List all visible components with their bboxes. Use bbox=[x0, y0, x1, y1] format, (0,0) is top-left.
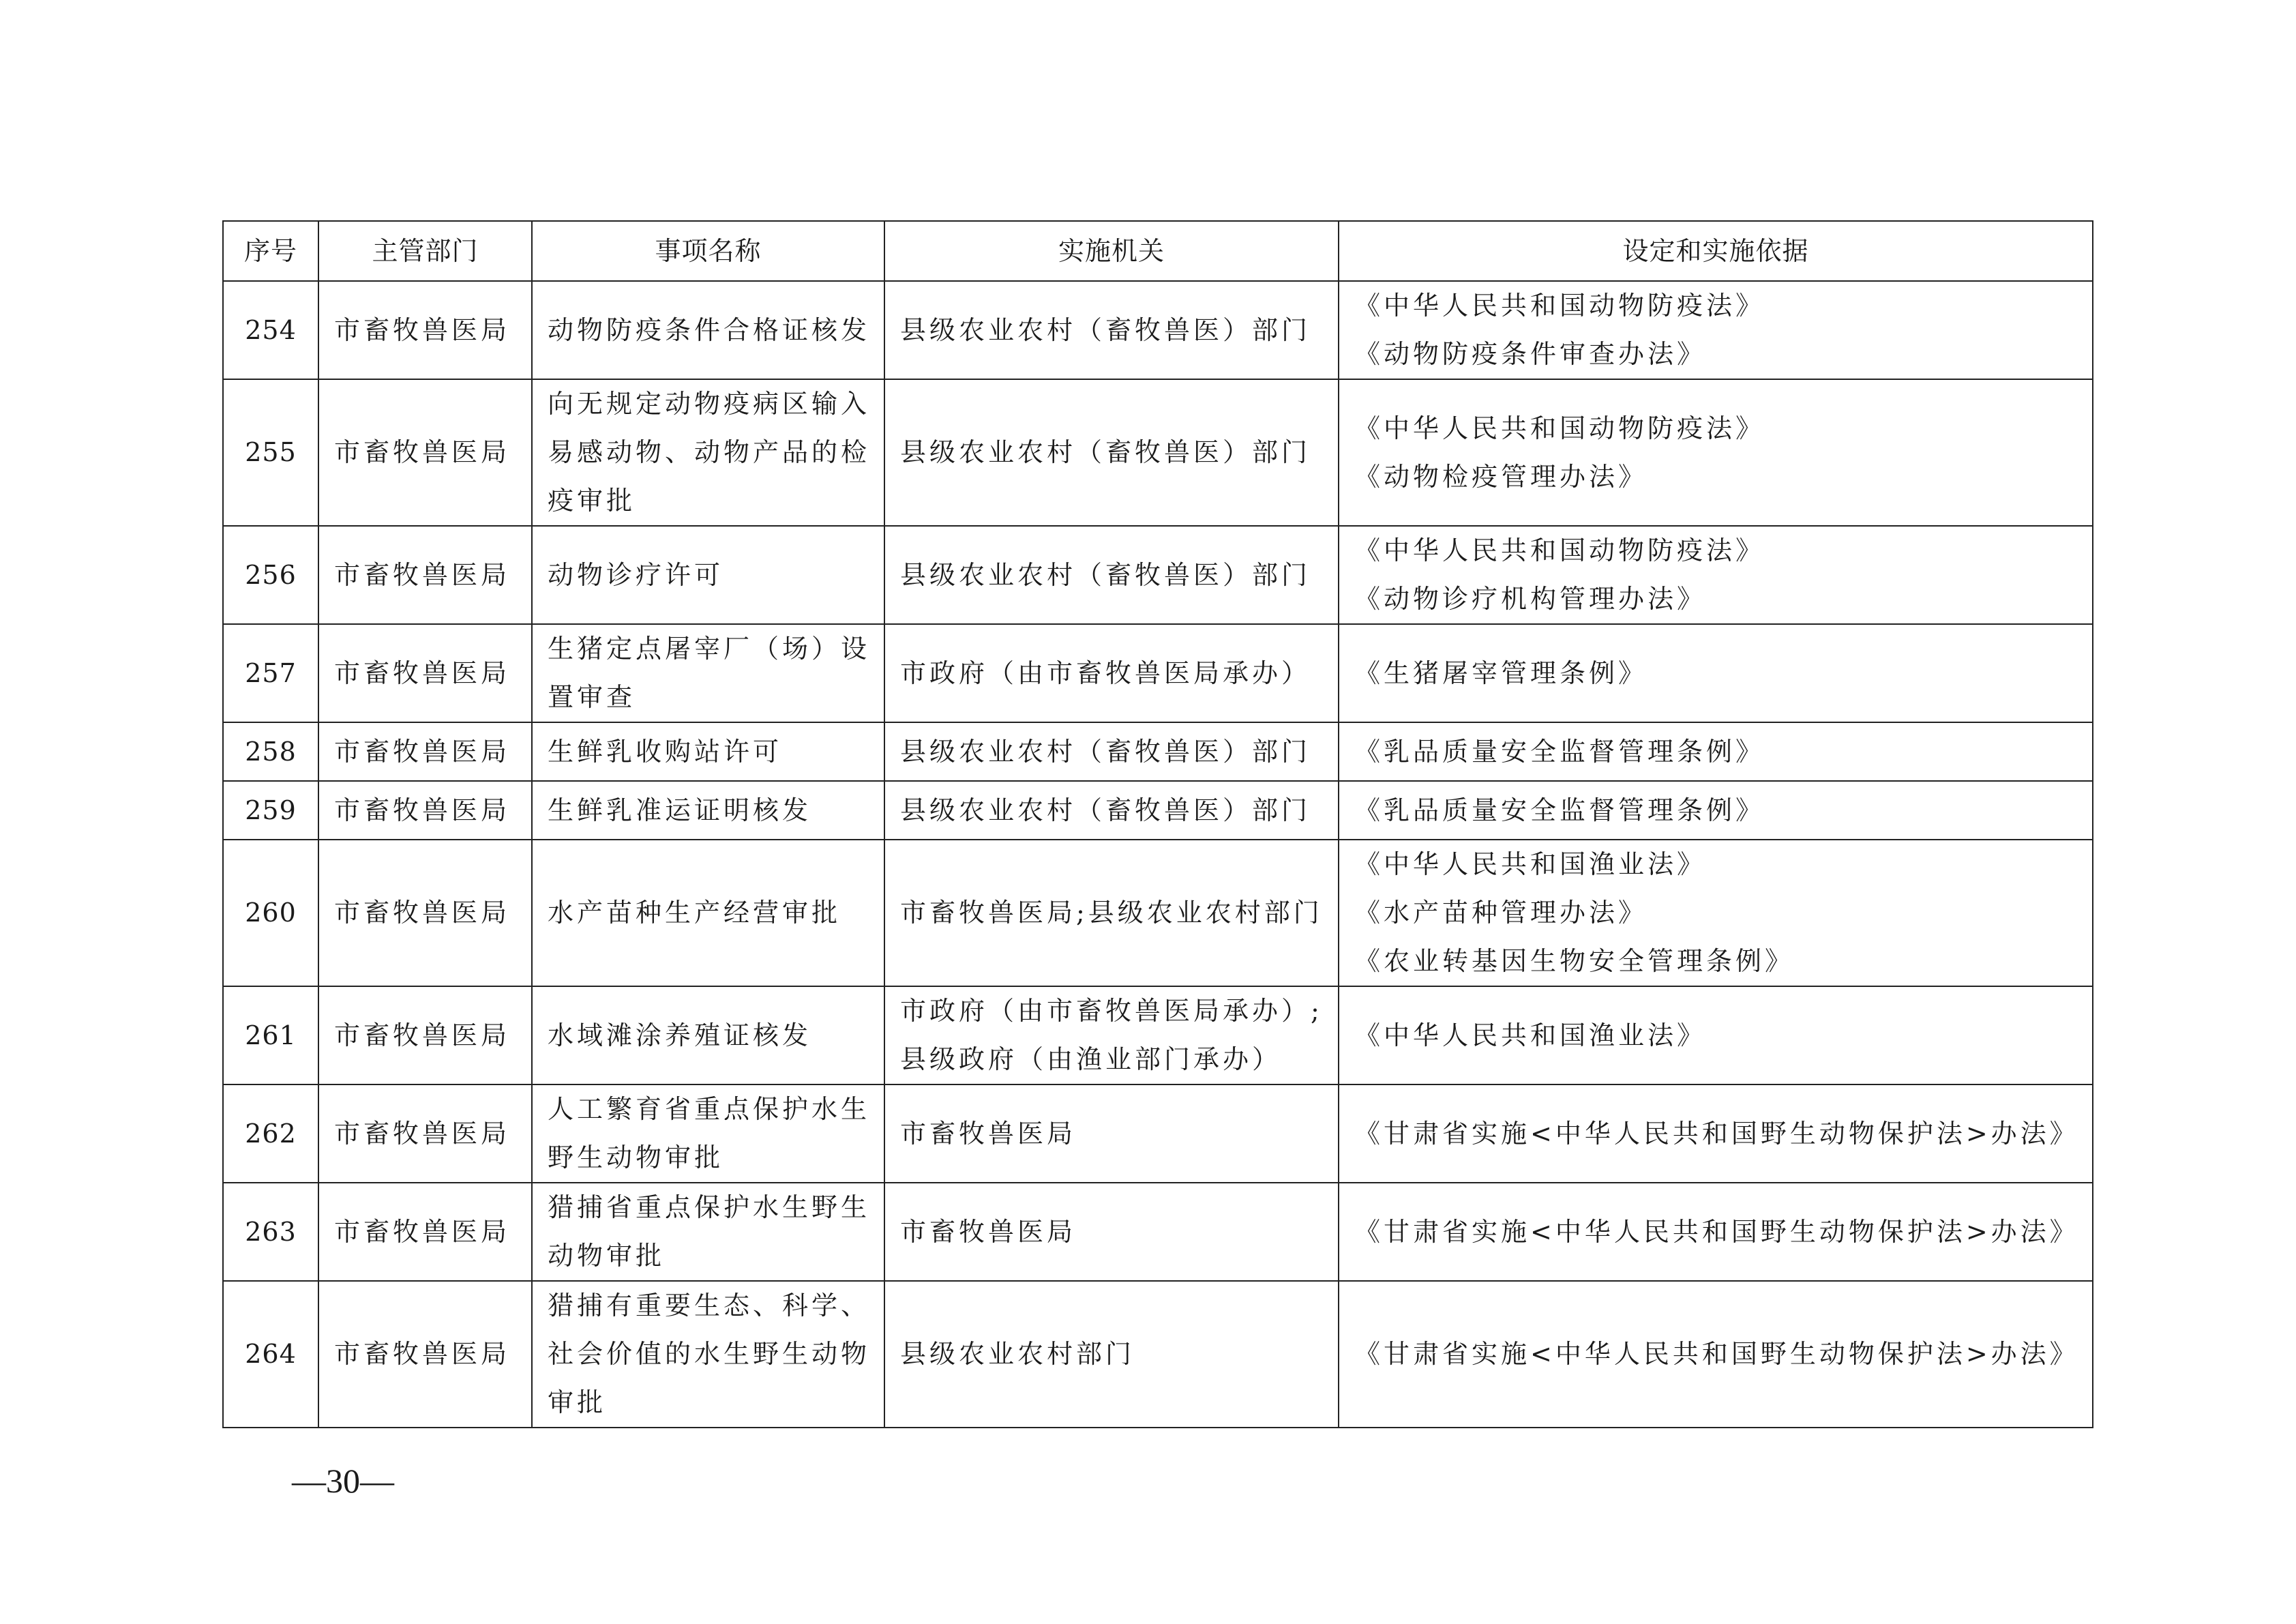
cell-item-line: 猎捕有重要生态、科学、 bbox=[548, 1290, 871, 1320]
cell-item-line: 疫审批 bbox=[548, 486, 636, 516]
cell-item-line: 动物诊疗许可 bbox=[548, 559, 724, 590]
cell-agency-line: 县级农业农村（畜牧兽医）部门 bbox=[900, 437, 1311, 467]
cell-dept: 市畜牧兽医局 bbox=[318, 526, 532, 624]
table-row bbox=[223, 624, 2093, 722]
cell-agency bbox=[884, 1281, 1339, 1428]
cell-item-line: 审批 bbox=[548, 1387, 607, 1417]
cell-basis-line: 《甘肃省实施<中华人民共和国野生动物保护法>办法》 bbox=[1354, 1118, 2079, 1149]
cell-no: 260 bbox=[223, 840, 318, 986]
table-row bbox=[223, 1281, 2093, 1428]
cell-agency-line: 市政府（由市畜牧兽医局承办）; bbox=[900, 996, 1323, 1026]
cell-no: 264 bbox=[223, 1281, 318, 1428]
cell-item-line: 向无规定动物疫病区输入 bbox=[548, 389, 871, 419]
cell-basis-line: 《农业转基因生物安全管理条例》 bbox=[1354, 946, 1795, 976]
cell-basis-line: 《甘肃省实施<中华人民共和国野生动物保护法>办法》 bbox=[1354, 1339, 2079, 1369]
cell-no: 259 bbox=[223, 781, 318, 840]
cell-agency bbox=[884, 624, 1339, 722]
cell-item bbox=[532, 722, 884, 781]
cell-agency bbox=[884, 281, 1339, 379]
cell-dept: 市畜牧兽医局 bbox=[318, 986, 532, 1084]
cell-agency-line: 县级农业农村（畜牧兽医）部门 bbox=[900, 314, 1311, 345]
cell-agency bbox=[884, 986, 1339, 1084]
cell-dept: 市畜牧兽医局 bbox=[318, 379, 532, 526]
cell-basis bbox=[1339, 281, 2093, 379]
cell-no: 262 bbox=[223, 1084, 318, 1183]
cell-no: 258 bbox=[223, 722, 318, 781]
cell-basis-line: 《中华人民共和国渔业法》 bbox=[1354, 849, 1707, 879]
cell-basis-line: 《动物诊疗机构管理办法》 bbox=[1354, 584, 1707, 614]
cell-item-line: 生鲜乳准运证明核发 bbox=[548, 795, 812, 825]
cell-agency-line: 县级农业农村（畜牧兽医）部门 bbox=[900, 559, 1311, 590]
cell-basis-line: 《水产苗种管理办法》 bbox=[1354, 898, 1648, 928]
cell-agency-line: 市畜牧兽医局;县级农业农村部门 bbox=[900, 898, 1323, 928]
cell-basis-line: 《乳品质量安全监督管理条例》 bbox=[1354, 736, 1765, 767]
cell-item-line: 野生动物审批 bbox=[548, 1142, 724, 1172]
cell-agency bbox=[884, 526, 1339, 624]
cell-dept: 市畜牧兽医局 bbox=[318, 281, 532, 379]
table-row bbox=[223, 986, 2093, 1084]
header-agency: 实施机关 bbox=[884, 221, 1339, 281]
cell-agency-line: 市畜牧兽医局 bbox=[900, 1118, 1077, 1149]
cell-basis-line: 《中华人民共和国动物防疫法》 bbox=[1354, 413, 1765, 443]
table-row bbox=[223, 722, 2093, 781]
cell-no: 255 bbox=[223, 379, 318, 526]
cell-basis bbox=[1339, 986, 2093, 1084]
table-header-row bbox=[223, 221, 2093, 281]
cell-item-line: 生猪定点屠宰厂（场）设 bbox=[548, 634, 871, 664]
cell-item bbox=[532, 986, 884, 1084]
table-row bbox=[223, 840, 2093, 986]
cell-item-line: 人工繁育省重点保护水生 bbox=[548, 1094, 871, 1124]
cell-item-line: 水产苗种生产经营审批 bbox=[548, 898, 841, 928]
cell-dept: 市畜牧兽医局 bbox=[318, 781, 532, 840]
cell-basis-line: 《中华人民共和国渔业法》 bbox=[1354, 1020, 1707, 1050]
cell-agency bbox=[884, 840, 1339, 986]
cell-agency bbox=[884, 1183, 1339, 1281]
cell-no: 261 bbox=[223, 986, 318, 1084]
cell-agency-line: 县级政府（由渔业部门承办） bbox=[900, 1044, 1282, 1074]
cell-no: 257 bbox=[223, 624, 318, 722]
cell-agency bbox=[884, 781, 1339, 840]
header-dept: 主管部门 bbox=[318, 221, 532, 281]
cell-item-line: 猎捕省重点保护水生野生 bbox=[548, 1192, 871, 1222]
cell-item bbox=[532, 624, 884, 722]
cell-basis bbox=[1339, 1281, 2093, 1428]
cell-item-line: 生鲜乳收购站许可 bbox=[548, 736, 783, 767]
cell-basis bbox=[1339, 379, 2093, 526]
cell-no: 254 bbox=[223, 281, 318, 379]
cell-item-line: 置审查 bbox=[548, 682, 636, 712]
cell-item bbox=[532, 1183, 884, 1281]
items-table bbox=[222, 220, 2093, 1428]
cell-dept: 市畜牧兽医局 bbox=[318, 722, 532, 781]
cell-agency-line: 市政府（由市畜牧兽医局承办） bbox=[900, 658, 1311, 688]
cell-basis-line: 《乳品质量安全监督管理条例》 bbox=[1354, 795, 1765, 825]
header-no: 序号 bbox=[223, 221, 318, 281]
cell-basis bbox=[1339, 1183, 2093, 1281]
cell-item-line: 动物审批 bbox=[548, 1241, 666, 1271]
cell-item bbox=[532, 281, 884, 379]
cell-basis bbox=[1339, 1084, 2093, 1183]
cell-item-line: 动物防疫条件合格证核发 bbox=[548, 314, 871, 345]
cell-basis-line: 《生猪屠宰管理条例》 bbox=[1354, 658, 1648, 688]
cell-basis bbox=[1339, 624, 2093, 722]
cell-basis bbox=[1339, 722, 2093, 781]
cell-item bbox=[532, 781, 884, 840]
cell-item-line: 易感动物、动物产品的检 bbox=[548, 437, 871, 467]
table-row bbox=[223, 281, 2093, 379]
cell-basis-line: 《动物防疫条件审查办法》 bbox=[1354, 339, 1707, 369]
cell-item-line: 水域滩涂养殖证核发 bbox=[548, 1020, 812, 1050]
cell-agency-line: 县级农业农村（畜牧兽医）部门 bbox=[900, 736, 1311, 767]
cell-dept: 市畜牧兽医局 bbox=[318, 1183, 532, 1281]
table-row bbox=[223, 379, 2093, 526]
cell-agency-line: 县级农业农村部门 bbox=[900, 1339, 1135, 1369]
table-body bbox=[223, 281, 2093, 1428]
cell-basis-line: 《甘肃省实施<中华人民共和国野生动物保护法>办法》 bbox=[1354, 1216, 2079, 1247]
cell-agency bbox=[884, 722, 1339, 781]
cell-item bbox=[532, 840, 884, 986]
header-item: 事项名称 bbox=[532, 221, 884, 281]
cell-dept: 市畜牧兽医局 bbox=[318, 1281, 532, 1428]
cell-item bbox=[532, 1084, 884, 1183]
header-basis: 设定和实施依据 bbox=[1339, 221, 2093, 281]
cell-dept: 市畜牧兽医局 bbox=[318, 1084, 532, 1183]
table-row bbox=[223, 1084, 2093, 1183]
cell-basis-line: 《动物检疫管理办法》 bbox=[1354, 461, 1648, 492]
cell-no: 256 bbox=[223, 526, 318, 624]
cell-dept: 市畜牧兽医局 bbox=[318, 840, 532, 986]
cell-dept: 市畜牧兽医局 bbox=[318, 624, 532, 722]
cell-basis bbox=[1339, 526, 2093, 624]
cell-basis bbox=[1339, 781, 2093, 840]
cell-agency-line: 县级农业农村（畜牧兽医）部门 bbox=[900, 795, 1311, 825]
cell-item bbox=[532, 379, 884, 526]
cell-agency bbox=[884, 379, 1339, 526]
cell-item bbox=[532, 1281, 884, 1428]
cell-agency-line: 市畜牧兽医局 bbox=[900, 1216, 1077, 1247]
table-row bbox=[223, 526, 2093, 624]
cell-no: 263 bbox=[223, 1183, 318, 1281]
cell-item-line: 社会价值的水生野生动物 bbox=[548, 1339, 871, 1369]
cell-agency bbox=[884, 1084, 1339, 1183]
cell-item bbox=[532, 526, 884, 624]
cell-basis bbox=[1339, 840, 2093, 986]
table-row bbox=[223, 1183, 2093, 1281]
table-row bbox=[223, 781, 2093, 840]
cell-basis-line: 《中华人民共和国动物防疫法》 bbox=[1354, 535, 1765, 565]
cell-basis-line: 《中华人民共和国动物防疫法》 bbox=[1354, 291, 1765, 321]
page-number: —30— bbox=[292, 1462, 394, 1500]
